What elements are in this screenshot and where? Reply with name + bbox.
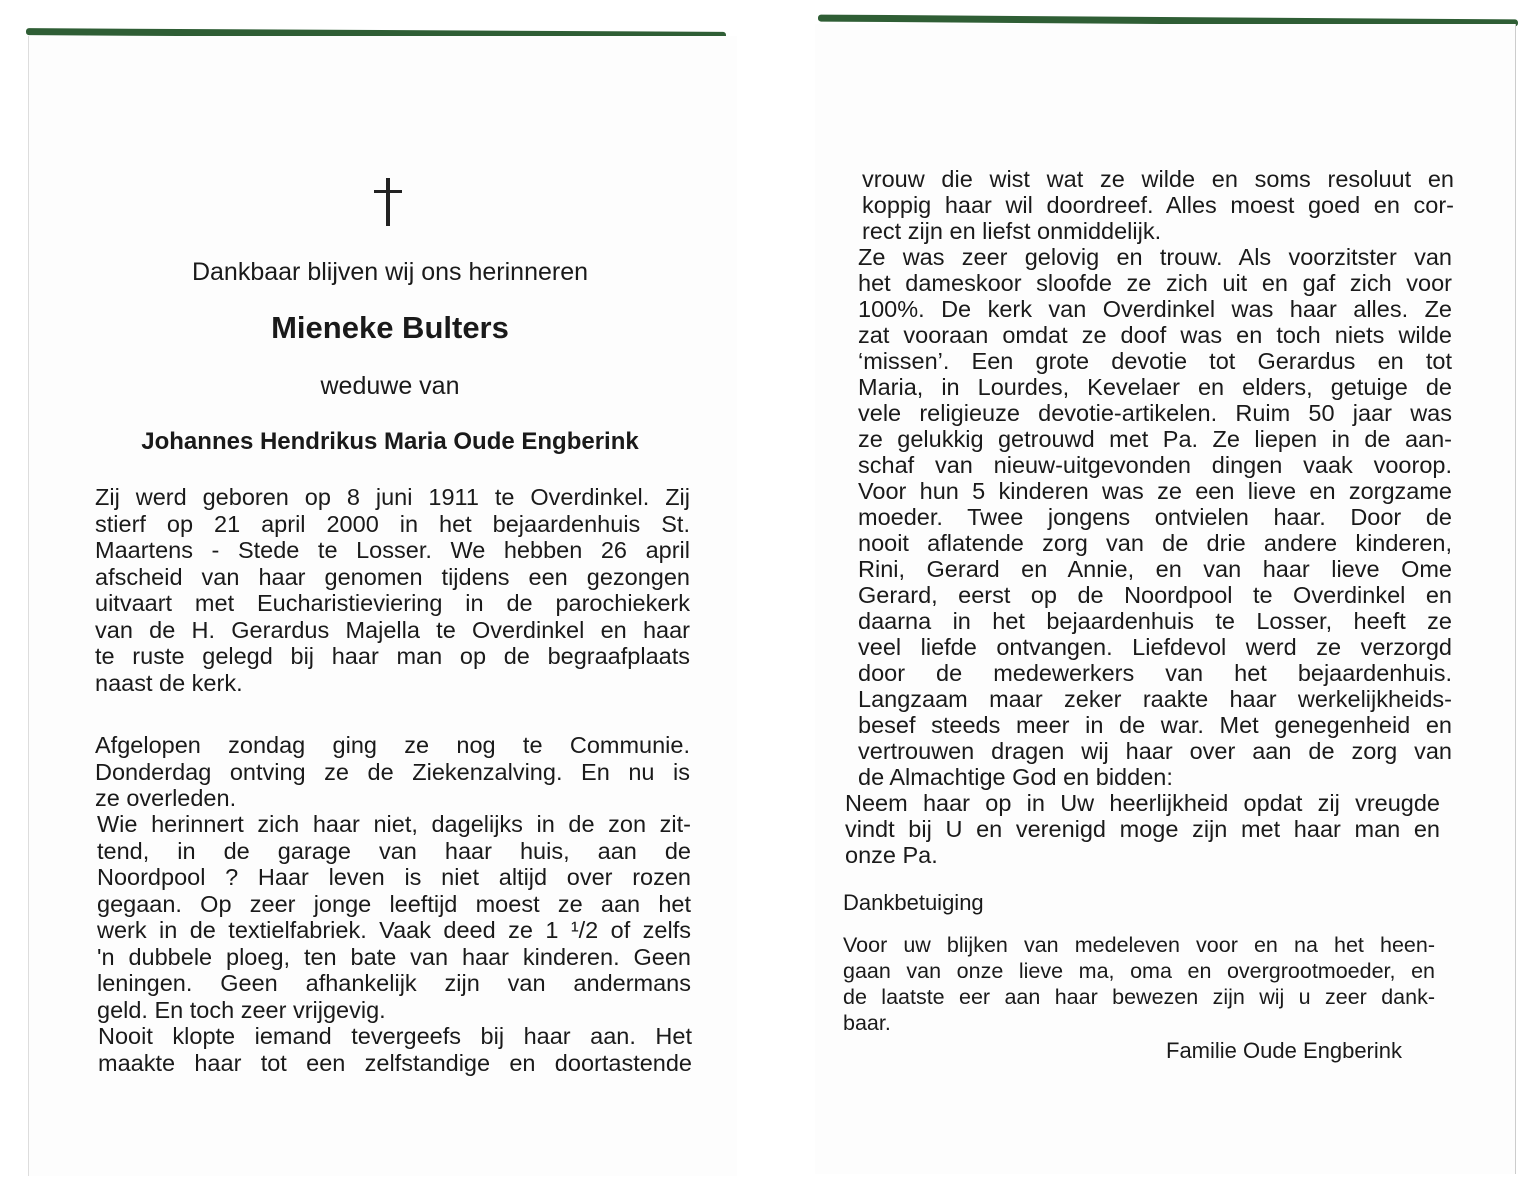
- text-line: vertrouwen dragen wij haar over aan de zorg van: [858, 738, 1452, 764]
- text-line: tend, in de garage van haar huis, aan de: [97, 837, 691, 864]
- text-line: uitvaart met Eucharistieviering in de parochiekerk: [95, 590, 690, 616]
- text-line: daarna in het bejaardenhuis te Losser, heeft ze: [858, 608, 1452, 634]
- text-line: koppig haar wil doordreef. Alles moest goed en cor-: [862, 192, 1454, 218]
- text-line: te ruste gelegd bij haar man op de begraafplaats: [95, 643, 690, 669]
- text-line: moeder. Twee jongens ontvielen haar. Door de: [858, 504, 1452, 530]
- paragraph: [97, 811, 691, 1023]
- text-line: werk in de textielfabriek. Vaak deed ze 1 ¹/2 of zelfs: [97, 917, 691, 943]
- text-line: besef steeds meer in de war. Met genegenheid en: [858, 712, 1452, 738]
- spouse-name: Johannes Hendrikus Maria Oude Engberink: [141, 428, 639, 455]
- text-line: gaan van onze lieve ma, oma en overgrootmoeder, en: [843, 959, 1435, 983]
- relation-text: weduwe van: [320, 372, 460, 400]
- text-line: de laatste eer aan haar bewezen zijn wij u zeer dank-: [843, 985, 1435, 1009]
- text-line: de Almachtige God en bidden:: [858, 764, 1173, 790]
- thanks-paragraph: [843, 932, 1435, 1036]
- deceased-name: Mieneke Bulters: [271, 310, 509, 345]
- text-line: Donderdag ontving ze de Ziekenzalving. En nu is: [95, 758, 690, 785]
- thanks-heading: Dankbetuiging: [843, 890, 984, 915]
- text-line: ze overleden.: [95, 785, 237, 811]
- text-line: het dameskoor sloofde ze zich uit en gaf zich voor: [858, 270, 1452, 296]
- text-line: Noordpool ? Haar leven is niet altijd over rozen: [97, 864, 691, 890]
- text-line: stierf op 21 april 2000 in het bejaardenhuis St.: [95, 510, 690, 537]
- text-line: Maartens - Stede te Losser. We hebben 26 april: [95, 537, 690, 563]
- text-line: Voor hun 5 kinderen was ze een lieve en zorgzame: [858, 478, 1452, 504]
- text-line: Gerard, eerst op de Noordpool te Overdinkel en: [858, 582, 1452, 608]
- text-line: nooit aflatende zorg van de drie andere kinderen,: [858, 530, 1452, 556]
- text-line: Maria, in Lourdes, Kevelaer en elders, getuige de: [858, 374, 1452, 400]
- text-line: naast de kerk.: [95, 669, 243, 696]
- text-line: zat vooraan omdat ze doof was en toch niets wilde: [858, 322, 1452, 348]
- text-line: veel liefde ontvangen. Liefdevol werd ze verzorgd: [858, 634, 1452, 660]
- paragraph: [95, 484, 690, 696]
- text-line: Neem haar op in Uw heerlijkheid opdat zij vreugde: [845, 790, 1440, 816]
- text-line: afscheid van haar genomen tijdens een gezongen: [95, 563, 690, 590]
- text-line: Afgelopen zondag ging ze nog te Communie.: [95, 732, 690, 758]
- text-line: leningen. Geen afhankelijk zijn van andermans: [97, 970, 691, 996]
- paragraph: [98, 1023, 692, 1076]
- text-line: Ze was zeer gelovig en trouw. Als voorzitster van: [858, 244, 1452, 270]
- text-line: Voor uw blijken van medeleven voor en na het heen-: [843, 933, 1435, 957]
- paragraph: [95, 732, 690, 812]
- text-line: door de medewerkers van het bejaardenhuis.: [858, 660, 1452, 686]
- text-line: van de H. Gerardus Majella te Overdinkel en haar: [95, 616, 690, 643]
- text-line: Rini, Gerard en Annie, en van haar lieve Ome: [858, 556, 1452, 582]
- text-line: 'n dubbele ploeg, ten bate van haar kinderen. Geen: [97, 943, 691, 970]
- text-line: gegaan. Op zeer jonge leeftijd moest ze aan het: [97, 890, 691, 917]
- paragraph: [858, 244, 1452, 790]
- intro-text: Dankbaar blijven wij ons herinneren: [191, 258, 589, 286]
- text-line: Wie herinnert zich haar niet, dagelijks in de zon zit-: [97, 811, 691, 837]
- text-line: baar.: [843, 1011, 891, 1035]
- text-line: Nooit klopte iemand tevergeefs bij haar aan. Het: [98, 1023, 692, 1049]
- text-line: ze gelukkig getrouwd met Pa. Ze liepen in de aan-: [858, 426, 1452, 452]
- text-line: geld. En toch zeer vrijgevig.: [97, 996, 386, 1023]
- text-line: onze Pa.: [845, 842, 938, 868]
- text-line: vele religieuze devotie-artikelen. Ruim 50 jaar was: [858, 400, 1452, 426]
- text-line: vrouw die wist wat ze wilde en soms resoluut en: [862, 166, 1454, 192]
- paragraph: [862, 166, 1454, 244]
- text-line: vindt bij U en verenigd moge zijn met haar man en: [845, 816, 1440, 842]
- text-line: schaf van nieuw-uitgevonden dingen vaak voorop.: [858, 452, 1452, 478]
- signature: Familie Oude Engberink: [1166, 1038, 1403, 1063]
- text-line: Langzaam maar zeker raakte haar werkelijkheids-: [858, 686, 1452, 712]
- text-line: ‘missen’. Een grote devotie tot Gerardus en tot: [858, 348, 1452, 374]
- text-line: maakte haar tot een zelfstandige en doortastende: [98, 1049, 692, 1076]
- text-line: rect zijn en liefst onmiddelijk.: [862, 218, 1162, 244]
- paragraph: [845, 790, 1440, 868]
- text-line: 100%. De kerk van Overdinkel was haar alles. Ze: [858, 296, 1452, 322]
- cross-icon: [372, 178, 404, 226]
- text-line: Zij werd geboren op 8 juni 1911 te Overdinkel. Zij: [95, 484, 690, 510]
